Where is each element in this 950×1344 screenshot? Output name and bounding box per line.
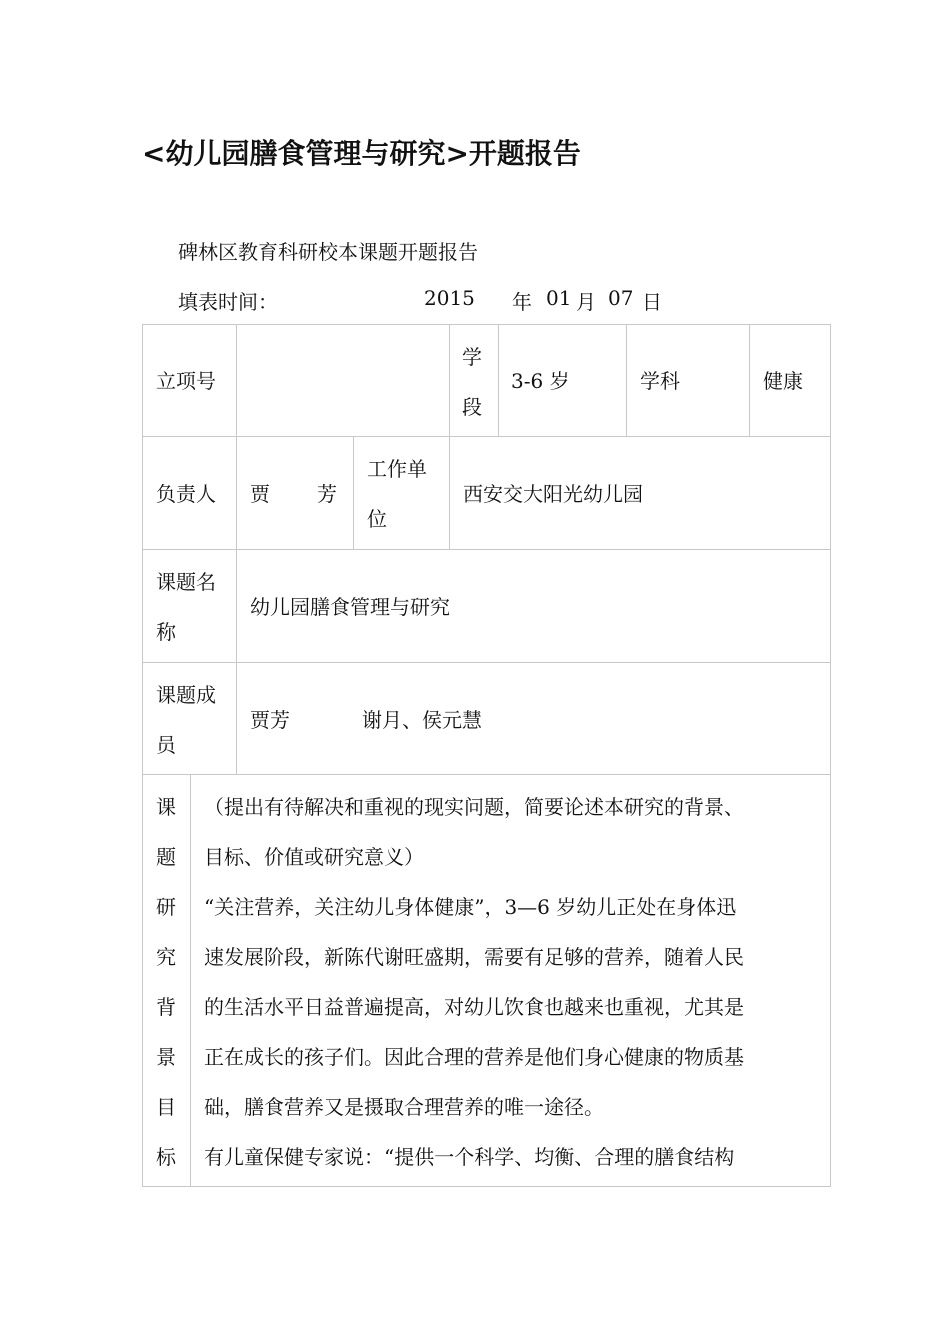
- project-no-label: 立项号: [156, 369, 216, 393]
- stage-label-line2: 段: [462, 395, 482, 419]
- background-line: （提出有待解决和重视的现实问题，简要论述本研究的背景、: [204, 795, 744, 819]
- fill-month: 01: [546, 286, 572, 310]
- col-divider: [190, 774, 191, 1187]
- report-subtitle: 碑林区教育科研校本课题开题报告: [178, 240, 478, 264]
- col-divider: [749, 324, 750, 436]
- unit-value: 西安交大阳光幼儿园: [463, 482, 643, 506]
- background-label-char: 究: [156, 945, 176, 969]
- col-divider: [353, 436, 354, 549]
- col-divider: [626, 324, 627, 436]
- row-divider: [142, 549, 831, 550]
- stage-label-line1: 学: [462, 345, 482, 369]
- leader-label: 负责人: [156, 482, 216, 506]
- leader-value-part1: 贾: [250, 482, 270, 506]
- col-divider: [449, 324, 450, 549]
- page-title: <幼儿园膳食管理与研究>开题报告: [142, 137, 581, 170]
- topic-label-line2: 称: [156, 620, 176, 644]
- row-divider: [142, 436, 831, 437]
- unit-label-line1: 工作单: [367, 457, 427, 481]
- fill-time-label: 填表时间：: [178, 290, 278, 314]
- col-divider: [236, 324, 237, 775]
- background-line: 正在成长的孩子们。因此合理的营养是他们身心健康的物质基: [204, 1045, 744, 1069]
- fill-year: 2015: [424, 286, 475, 310]
- stage-value: 3-6 岁: [511, 369, 570, 393]
- subject-label: 学科: [640, 369, 680, 393]
- background-label-char: 目: [156, 1095, 176, 1119]
- background-label-char: 景: [156, 1045, 176, 1069]
- members-value-1: 贾芳: [250, 708, 290, 732]
- background-line: “关注营养，关注幼儿身体健康”，3—6 岁幼儿正处在身体迅: [204, 895, 737, 919]
- background-line: 的生活水平日益普遍提高，对幼儿饮食也越来也重视，尤其是: [204, 995, 744, 1019]
- subject-value: 健康: [763, 369, 803, 393]
- background-line: 础，膳食营养又是摄取合理营养的唯一途径。: [204, 1095, 604, 1119]
- col-divider: [498, 324, 499, 436]
- background-content: [204, 782, 818, 1182]
- fill-day: 07: [608, 286, 634, 310]
- row-divider: [142, 774, 831, 775]
- background-label-char: 课: [156, 795, 176, 819]
- topic-label-line1: 课题名: [156, 570, 216, 594]
- topic-value: 幼儿园膳食管理与研究: [250, 595, 450, 619]
- background-label-char: 题: [156, 845, 176, 869]
- members-label-line2: 员: [156, 733, 176, 757]
- members-label-line1: 课题成: [156, 683, 216, 707]
- row-divider: [142, 662, 831, 663]
- background-line: 目标、价值或研究意义）: [204, 845, 424, 869]
- background-line: 有儿童保健专家说：“提供一个科学、均衡、合理的膳食结构: [204, 1145, 735, 1169]
- fill-day-unit: 日: [642, 290, 662, 314]
- background-line: 速发展阶段，新陈代谢旺盛期，需要有足够的营养，随着人民: [204, 945, 744, 969]
- members-value-2: 谢月、侯元慧: [362, 708, 482, 732]
- fill-year-unit: 年: [512, 290, 532, 314]
- background-label-char: 背: [156, 995, 176, 1019]
- fill-month-unit: 月: [576, 290, 596, 314]
- background-label-char: 标: [156, 1145, 176, 1169]
- leader-value-part2: 芳: [317, 482, 337, 506]
- unit-label-line2: 位: [367, 507, 387, 531]
- background-label: [156, 782, 180, 1182]
- background-label-char: 研: [156, 895, 176, 919]
